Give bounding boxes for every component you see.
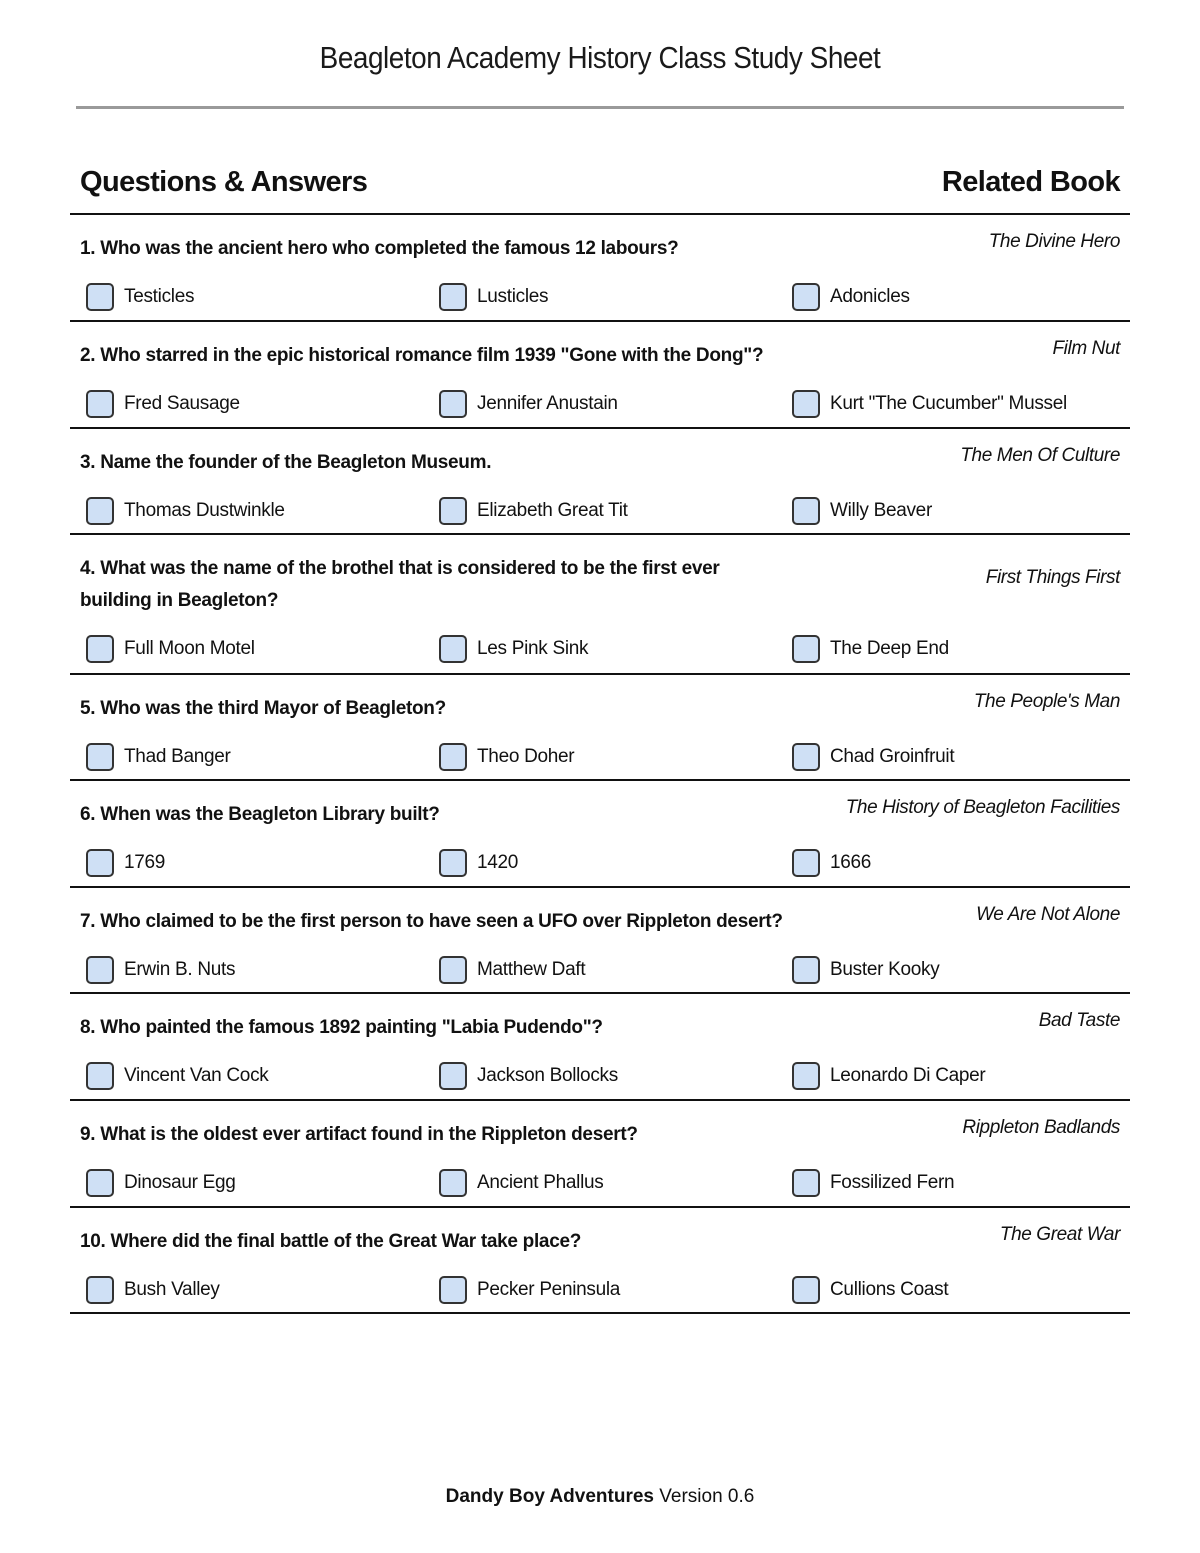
answer-label: Leonardo Di Caper <box>830 1065 986 1086</box>
answer-label: Elizabeth Great Tit <box>477 500 628 521</box>
answer-label: Fossilized Fern <box>830 1172 955 1193</box>
question-block-1 <box>70 215 1130 322</box>
answer-label: Cullions Coast <box>830 1279 949 1300</box>
question-block-2 <box>70 322 1130 429</box>
question-text: 1. Who was the ancient hero who completed the famous 12 labours? <box>80 238 679 259</box>
footer-version: Version 0.6 <box>659 1486 755 1507</box>
related-book: The Men Of Culture <box>960 445 1120 466</box>
checkbox[interactable] <box>439 635 467 663</box>
related-book: The People's Man <box>973 691 1120 712</box>
related-book: First Things First <box>985 567 1120 588</box>
answer-option[interactable] <box>792 1276 948 1304</box>
question-text: 10. Where did the final battle of the Great War take place? <box>80 1231 582 1252</box>
answer-label: Full Moon Motel <box>124 638 255 659</box>
checkbox[interactable] <box>439 743 467 771</box>
checkbox[interactable] <box>792 283 820 311</box>
related-book: The History of Beagleton Facilities <box>845 797 1120 818</box>
checkbox[interactable] <box>439 1169 467 1197</box>
answer-label: Thomas Dustwinkle <box>124 500 285 521</box>
checkbox[interactable] <box>86 1169 114 1197</box>
answer-option[interactable] <box>86 849 165 877</box>
answer-label: Chad Groinfruit <box>830 746 955 767</box>
checkbox[interactable] <box>86 743 114 771</box>
answer-option[interactable] <box>439 849 518 877</box>
question-text: 2. Who starred in the epic historical romance film 1939 "Gone with the Dong"? <box>80 345 764 366</box>
question-block-6 <box>70 781 1130 888</box>
question-block-4 <box>70 535 1130 675</box>
footer <box>0 1486 1200 1508</box>
answer-label: Pecker Peninsula <box>477 1279 621 1300</box>
answer-option[interactable] <box>792 956 939 984</box>
answer-option[interactable] <box>439 956 585 984</box>
answer-label: Thad Banger <box>124 746 231 767</box>
answer-option[interactable] <box>439 743 574 771</box>
answer-label: 1769 <box>124 852 166 873</box>
answer-label: Matthew Daft <box>477 959 586 980</box>
answer-option[interactable] <box>86 1276 220 1304</box>
checkbox[interactable] <box>86 390 114 418</box>
related-book: Film Nut <box>1052 338 1120 359</box>
answer-option[interactable] <box>792 497 932 525</box>
question-text: 5. Who was the third Mayor of Beagleton? <box>80 698 446 719</box>
checkbox[interactable] <box>792 635 820 663</box>
answer-option[interactable] <box>792 743 954 771</box>
checkbox[interactable] <box>439 390 467 418</box>
page-title: Beagleton Academy History Class Study Sheet <box>319 40 881 75</box>
answer-option[interactable] <box>439 1062 618 1090</box>
checkbox[interactable] <box>86 1062 114 1090</box>
question-text: 8. Who painted the famous 1892 painting "Labia Pudendo"? <box>80 1017 603 1038</box>
checkbox[interactable] <box>792 497 820 525</box>
answer-option[interactable] <box>439 1169 603 1197</box>
answer-option[interactable] <box>86 743 231 771</box>
answer-option[interactable] <box>792 635 949 663</box>
related-book: Rippleton Badlands <box>962 1117 1120 1138</box>
checkbox[interactable] <box>86 635 114 663</box>
answer-label: Fred Sausage <box>124 393 240 414</box>
footer-brand: Dandy Boy Adventures <box>445 1486 654 1507</box>
answer-label: The Deep End <box>830 638 949 659</box>
answer-label: Testicles <box>124 286 195 307</box>
answer-option[interactable] <box>439 497 628 525</box>
checkbox[interactable] <box>439 497 467 525</box>
question-text: 6. When was the Beagleton Library built? <box>80 804 440 825</box>
checkbox[interactable] <box>792 1276 820 1304</box>
related-book: Bad Taste <box>1038 1010 1120 1031</box>
answer-option[interactable] <box>86 390 240 418</box>
answer-option[interactable] <box>439 1276 620 1304</box>
question-block-9 <box>70 1101 1130 1208</box>
question-text: 3. Name the founder of the Beagleton Museum. <box>80 452 492 473</box>
answer-label: Adonicles <box>830 286 910 307</box>
answer-option[interactable] <box>439 390 618 418</box>
question-text: 4. What was the name of the brothel that is considered to be the first ever building in Beagleton? <box>80 558 720 611</box>
answer-label: Dinosaur Egg <box>124 1172 236 1193</box>
question-table <box>70 160 1130 1314</box>
question-text: 9. What is the oldest ever artifact found in the Rippleton desert? <box>80 1124 638 1145</box>
answer-option[interactable] <box>792 1062 985 1090</box>
checkbox[interactable] <box>439 1276 467 1304</box>
checkbox[interactable] <box>792 956 820 984</box>
checkbox[interactable] <box>86 956 114 984</box>
answer-option[interactable] <box>792 390 1067 418</box>
checkbox[interactable] <box>86 283 114 311</box>
answer-option[interactable] <box>86 635 255 663</box>
checkbox[interactable] <box>439 283 467 311</box>
answer-label: Bush Valley <box>124 1279 220 1300</box>
related-book: The Great War <box>999 1224 1120 1245</box>
answer-label: 1666 <box>830 852 872 873</box>
checkbox[interactable] <box>792 743 820 771</box>
answer-option[interactable] <box>792 283 910 311</box>
answer-label: Les Pink Sink <box>477 638 589 659</box>
header-related-book: Related Book <box>941 166 1120 198</box>
answer-option[interactable] <box>86 956 235 984</box>
checkbox[interactable] <box>792 1169 820 1197</box>
answer-option[interactable] <box>439 283 548 311</box>
answer-label: Jennifer Anustain <box>477 393 618 414</box>
checkbox[interactable] <box>86 849 114 877</box>
checkbox[interactable] <box>439 956 467 984</box>
question-block-8 <box>70 994 1130 1101</box>
answer-label: Erwin B. Nuts <box>124 959 236 980</box>
title-divider <box>76 106 1124 109</box>
checkbox[interactable] <box>792 849 820 877</box>
answer-label: Jackson Bollocks <box>477 1065 618 1086</box>
header-questions-answers: Questions & Answers <box>80 166 368 198</box>
answer-label: Theo Doher <box>477 746 575 767</box>
checkbox[interactable] <box>439 849 467 877</box>
answer-label: 1420 <box>477 852 519 873</box>
answer-label: Willy Beaver <box>830 500 932 521</box>
answer-label: Kurt "The Cucumber" Mussel <box>830 393 1067 414</box>
answer-option[interactable] <box>86 1062 268 1090</box>
related-book: The Divine Hero <box>988 231 1120 252</box>
answer-option[interactable] <box>792 849 871 877</box>
answer-option[interactable] <box>439 635 588 663</box>
related-book: We Are Not Alone <box>976 904 1120 925</box>
checkbox[interactable] <box>439 1062 467 1090</box>
question-block-3 <box>70 429 1130 535</box>
checkbox[interactable] <box>792 1062 820 1090</box>
answer-option[interactable] <box>86 1169 236 1197</box>
question-block-10 <box>70 1208 1130 1314</box>
checkbox[interactable] <box>86 1276 114 1304</box>
answer-label: Vincent Van Cock <box>124 1065 269 1086</box>
answer-label: Buster Kooky <box>830 959 940 980</box>
question-block-5 <box>70 675 1130 781</box>
question-block-7 <box>70 888 1130 994</box>
question-text: 7. Who claimed to be the first person to have seen a UFO over Rippleton desert? <box>80 911 783 932</box>
answer-label: Lusticles <box>477 286 549 307</box>
answer-option[interactable] <box>792 1169 954 1197</box>
checkbox[interactable] <box>792 390 820 418</box>
table-header <box>70 160 1130 215</box>
answer-option[interactable] <box>86 283 194 311</box>
answer-option[interactable] <box>86 497 285 525</box>
checkbox[interactable] <box>86 497 114 525</box>
answer-label: Ancient Phallus <box>477 1172 604 1193</box>
